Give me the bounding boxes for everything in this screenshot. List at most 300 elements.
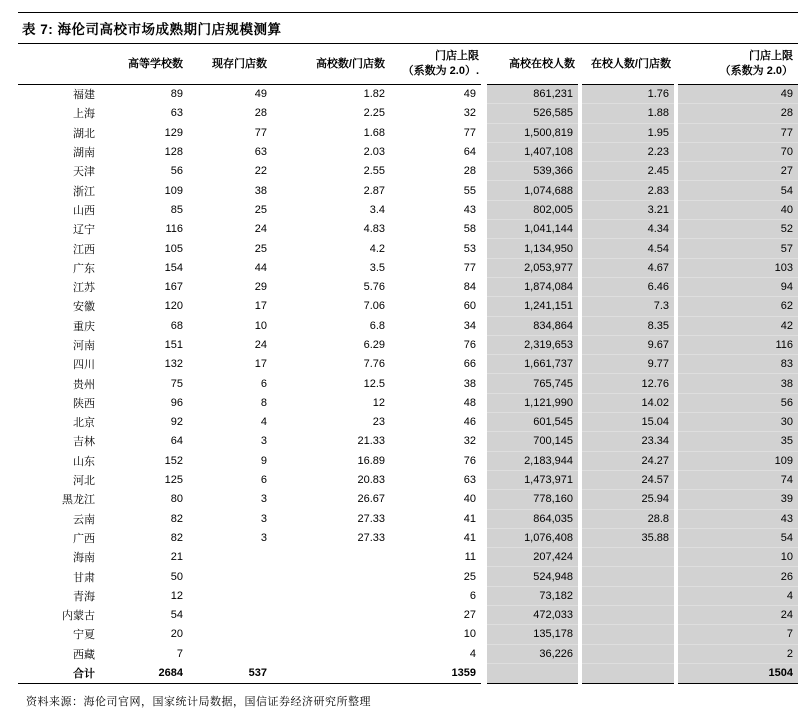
col-header-label: 门店上限 [749, 50, 793, 63]
value-cell: 27 [463, 609, 476, 622]
value-cell: 4 [676, 586, 798, 605]
table-row [18, 258, 798, 277]
value-cell [188, 625, 272, 644]
value-cell: 4.83 [363, 223, 385, 236]
value-cell: 54 [676, 528, 798, 547]
col-header-enrollment [484, 44, 580, 85]
value-cell [580, 625, 676, 644]
col-header-label: 高校数/门店数 [315, 57, 385, 70]
value-cell: 129 [164, 126, 183, 139]
table-title-block [18, 12, 798, 44]
value-cell: 77 [254, 126, 267, 139]
value-cell [272, 625, 390, 644]
value-cell: 3 [260, 531, 267, 544]
value-cell: 64 [463, 146, 476, 159]
value-cell [272, 586, 390, 605]
value-cell: 2 [676, 644, 798, 663]
value-cell: 2.55 [363, 165, 385, 178]
table-row [18, 470, 798, 489]
province-cell: 安徽 [73, 301, 95, 314]
value-cell: 3.21 [580, 200, 676, 219]
table-row [18, 181, 798, 200]
value-cell [188, 586, 272, 605]
value-cell: 36,226 [484, 644, 580, 663]
value-cell: 73,182 [484, 586, 580, 605]
value-cell: 24 [254, 223, 267, 236]
value-cell [188, 567, 272, 586]
value-cell: 2,319,653 [484, 335, 580, 354]
col-header-store-cap-by-enrollment [676, 44, 798, 85]
table-row [18, 586, 798, 605]
col-header-label: 在校人数/门店数 [590, 57, 671, 70]
value-cell: 32 [463, 107, 476, 120]
value-cell: 63 [463, 474, 476, 487]
value-cell: 4 [260, 416, 267, 429]
value-cell: 2,053,977 [484, 258, 580, 277]
province-cell: 上海 [73, 108, 95, 121]
value-cell: 1.82 [363, 88, 385, 101]
table-title: 表 7: 海伦司高校市场成熟期门店规模测算 [22, 22, 282, 37]
value-cell: 152 [164, 454, 183, 467]
value-cell: 44 [254, 261, 267, 274]
total-value-cell: 1504 [676, 663, 798, 683]
value-cell: 7 [676, 625, 798, 644]
col-header-schools-per-store [272, 44, 390, 85]
value-cell: 40 [676, 200, 798, 219]
province-cell: 贵州 [73, 378, 95, 391]
source-note: 资料来源：海伦司官网，国家统计局数据，国信证券经济研究所整理 [26, 695, 371, 708]
value-cell: 74 [676, 470, 798, 489]
value-cell: 27.33 [357, 531, 385, 544]
value-cell: 7.06 [363, 300, 385, 313]
value-cell: 96 [170, 396, 183, 409]
value-cell: 1,473,971 [484, 470, 580, 489]
province-cell: 河南 [73, 340, 95, 352]
value-cell: 26.67 [357, 493, 385, 506]
table-row [18, 374, 798, 393]
col-header-sublabel: （系数为 2.0） [719, 65, 793, 77]
province-cell: 黑龙江 [62, 494, 95, 507]
value-cell: 3 [260, 512, 267, 525]
value-cell [580, 548, 676, 567]
value-cell: 472,033 [484, 606, 580, 625]
value-cell: 6 [469, 589, 476, 602]
value-cell: 83 [676, 355, 798, 374]
province-cell: 山西 [73, 204, 95, 217]
value-cell: 1,134,950 [484, 239, 580, 258]
value-cell: 77 [676, 123, 798, 142]
value-cell: 84 [463, 281, 476, 294]
value-cell: 116 [165, 223, 183, 236]
table-row [18, 490, 798, 509]
value-cell: 9.77 [580, 355, 676, 374]
value-cell: 60 [463, 300, 476, 313]
table-row [18, 355, 798, 374]
col-header-label: 现存门店数 [212, 57, 267, 70]
value-cell: 1.68 [363, 126, 385, 139]
data-table [18, 44, 798, 684]
value-cell: 38 [676, 374, 798, 393]
value-cell: 5.76 [363, 281, 385, 294]
table-row [18, 297, 798, 316]
value-cell [580, 606, 676, 625]
table-section [18, 0, 798, 709]
value-cell: 6 [260, 474, 267, 487]
value-cell: 63 [170, 107, 183, 120]
col-header-store-cap-by-schools [390, 44, 484, 85]
value-cell: 120 [164, 300, 183, 313]
value-cell: 132 [164, 358, 183, 371]
value-cell: 802,005 [484, 200, 580, 219]
value-cell: 6.29 [363, 339, 385, 351]
header-row [18, 44, 798, 85]
value-cell: 21.33 [357, 435, 385, 448]
province-cell: 山东 [73, 455, 95, 468]
value-cell: 77 [463, 261, 476, 274]
value-cell: 207,424 [484, 548, 580, 567]
value-cell: 41 [463, 531, 476, 544]
value-cell: 82 [170, 512, 183, 525]
value-cell: 9.67 [580, 335, 676, 354]
province-cell: 辽宁 [73, 224, 95, 237]
value-cell: 94 [676, 277, 798, 296]
value-cell: 16.89 [357, 454, 385, 467]
value-cell: 7.3 [580, 297, 676, 316]
value-cell: 1,500,819 [484, 123, 580, 142]
col-header-enrollment-per-store [580, 44, 676, 85]
value-cell: 6 [260, 377, 267, 390]
value-cell: 28 [676, 104, 798, 123]
province-cell: 云南 [73, 513, 95, 526]
table-row [18, 393, 798, 412]
province-cell: 江苏 [73, 282, 95, 295]
total-value-cell: 2684 [100, 663, 188, 683]
value-cell: 601,545 [484, 413, 580, 432]
value-cell: 2.45 [580, 162, 676, 181]
value-cell: 24 [254, 339, 267, 351]
value-cell: 109 [164, 184, 183, 197]
table-row [18, 142, 798, 161]
value-cell [188, 548, 272, 567]
table-row [18, 432, 798, 451]
table-row [18, 548, 798, 567]
value-cell: 55 [463, 184, 476, 197]
value-cell: 68 [170, 319, 183, 332]
value-cell: 56 [676, 393, 798, 412]
col-header-label: 高校在校人数 [509, 57, 575, 70]
province-cell: 广东 [73, 262, 95, 275]
value-cell: 70 [676, 142, 798, 161]
value-cell: 85 [170, 203, 183, 216]
value-cell: 17 [254, 358, 267, 371]
table-row [18, 123, 798, 142]
value-cell: 116 [676, 335, 798, 354]
value-cell: 23.34 [580, 432, 676, 451]
value-cell: 1.76 [580, 85, 676, 104]
value-cell [580, 644, 676, 663]
table-row [18, 413, 798, 432]
table-row [18, 162, 798, 181]
value-cell: 14.02 [580, 393, 676, 412]
value-cell: 24.57 [580, 470, 676, 489]
value-cell: 2.03 [363, 146, 385, 159]
province-cell: 吉林 [73, 436, 95, 449]
col-header-existing-stores [188, 44, 272, 85]
value-cell: 7 [176, 647, 183, 660]
value-cell: 57 [676, 239, 798, 258]
value-cell: 3.4 [369, 203, 385, 216]
province-cell: 甘肃 [73, 571, 95, 584]
value-cell: 10 [254, 319, 267, 332]
value-cell: 52 [676, 220, 798, 239]
value-cell: 2.87 [363, 184, 385, 197]
total-label: 合计 [18, 663, 100, 683]
value-cell: 3 [260, 435, 267, 448]
table-row [18, 200, 798, 219]
value-cell: 63 [254, 146, 267, 159]
value-cell: 30 [676, 413, 798, 432]
value-cell: 35.88 [580, 528, 676, 547]
value-cell: 11 [464, 551, 476, 564]
value-cell: 7.76 [363, 358, 385, 371]
value-cell: 539,366 [484, 162, 580, 181]
province-cell: 陕西 [73, 397, 95, 410]
total-value-cell [484, 663, 580, 683]
value-cell: 12.76 [580, 374, 676, 393]
value-cell: 12.5 [363, 377, 385, 390]
value-cell: 56 [170, 165, 183, 178]
value-cell: 15.04 [580, 413, 676, 432]
value-cell: 526,585 [484, 104, 580, 123]
value-cell: 12 [170, 589, 183, 602]
value-cell: 89 [170, 88, 183, 101]
value-cell: 49 [463, 88, 476, 101]
value-cell: 2.23 [580, 142, 676, 161]
value-cell: 28 [463, 165, 476, 178]
value-cell: 42 [676, 316, 798, 335]
value-cell: 1.95 [580, 123, 676, 142]
col-header-sublabel: （系数为 2.0）. [402, 65, 479, 77]
table-row [18, 239, 798, 258]
value-cell: 27.33 [357, 512, 385, 525]
value-cell: 1,121,990 [484, 393, 580, 412]
table-row [18, 277, 798, 296]
province-cell: 海南 [73, 552, 95, 565]
value-cell: 54 [676, 181, 798, 200]
value-cell: 23 [372, 416, 385, 429]
value-cell: 1,661,737 [484, 355, 580, 374]
value-cell: 46 [463, 416, 476, 429]
value-cell: 40 [463, 493, 476, 506]
value-cell: 28.8 [580, 509, 676, 528]
value-cell: 8.35 [580, 316, 676, 335]
value-cell [272, 606, 390, 625]
value-cell: 6.8 [369, 319, 385, 332]
value-cell: 12 [372, 396, 385, 409]
table-row [18, 316, 798, 335]
value-cell: 76 [463, 339, 476, 351]
value-cell: 167 [164, 281, 183, 294]
value-cell: 48 [463, 396, 476, 409]
province-cell: 宁夏 [73, 629, 95, 642]
value-cell: 64 [170, 435, 183, 448]
value-cell: 25 [463, 570, 476, 583]
value-cell: 700,145 [484, 432, 580, 451]
value-cell: 34 [463, 319, 476, 332]
value-cell: 2,183,944 [484, 451, 580, 470]
value-cell: 43 [676, 509, 798, 528]
value-cell: 17 [254, 300, 267, 313]
value-cell: 82 [170, 531, 183, 544]
value-cell: 49 [254, 88, 267, 101]
value-cell: 22 [254, 165, 267, 178]
col-header-province [18, 44, 100, 85]
value-cell: 1,074,688 [484, 181, 580, 200]
value-cell: 25 [254, 203, 267, 216]
province-cell: 青海 [73, 590, 95, 603]
value-cell: 765,745 [484, 374, 580, 393]
value-cell: 75 [170, 377, 183, 390]
value-cell [272, 644, 390, 663]
value-cell [580, 567, 676, 586]
table-row [18, 335, 798, 354]
value-cell: 50 [170, 570, 183, 583]
table-row [18, 567, 798, 586]
value-cell: 24 [676, 606, 798, 625]
province-cell: 重庆 [73, 320, 95, 333]
value-cell: 9 [260, 454, 267, 467]
value-cell: 125 [164, 474, 183, 487]
value-cell: 4.67 [580, 258, 676, 277]
value-cell: 43 [463, 203, 476, 216]
value-cell: 6.46 [580, 277, 676, 296]
table-row [18, 528, 798, 547]
table-row [18, 104, 798, 123]
value-cell: 29 [254, 281, 267, 294]
table-row [18, 644, 798, 663]
province-cell: 浙江 [73, 185, 95, 198]
value-cell: 2.83 [580, 181, 676, 200]
value-cell: 77 [463, 126, 476, 139]
value-cell: 864,035 [484, 509, 580, 528]
value-cell: 92 [170, 416, 183, 429]
province-cell: 北京 [73, 417, 95, 430]
value-cell: 4.34 [580, 220, 676, 239]
province-cell: 内蒙古 [62, 610, 95, 623]
total-row [18, 663, 798, 683]
value-cell: 38 [254, 184, 267, 197]
value-cell: 53 [463, 242, 476, 255]
value-cell: 27 [676, 162, 798, 181]
value-cell: 76 [463, 454, 476, 467]
province-cell: 福建 [73, 89, 95, 102]
province-cell: 河北 [73, 475, 95, 488]
value-cell: 21 [170, 551, 183, 564]
value-cell: 25 [254, 242, 267, 255]
value-cell [188, 606, 272, 625]
value-cell: 524,948 [484, 567, 580, 586]
table-row [18, 509, 798, 528]
value-cell: 128 [164, 146, 183, 159]
table-row [18, 451, 798, 470]
total-value-cell [272, 663, 390, 683]
value-cell: 4.54 [580, 239, 676, 258]
value-cell: 20 [170, 628, 183, 641]
value-cell: 1,241,151 [484, 297, 580, 316]
value-cell: 3.5 [369, 261, 385, 274]
value-cell: 38 [463, 377, 476, 390]
province-cell: 四川 [73, 359, 95, 372]
value-cell: 28 [254, 107, 267, 120]
value-cell: 24.27 [580, 451, 676, 470]
total-value-cell: 537 [188, 663, 272, 683]
value-cell: 66 [463, 358, 476, 371]
province-cell: 西藏 [73, 648, 95, 661]
value-cell: 1,041,144 [484, 220, 580, 239]
value-cell: 151 [164, 339, 183, 351]
value-cell: 154 [164, 261, 183, 274]
province-cell: 湖南 [73, 147, 95, 160]
value-cell: 834,864 [484, 316, 580, 335]
value-cell: 39 [676, 490, 798, 509]
col-header-label: 门店上限 [435, 50, 479, 63]
value-cell [272, 548, 390, 567]
value-cell: 80 [170, 493, 183, 506]
value-cell: 1,076,408 [484, 528, 580, 547]
value-cell: 861,231 [484, 85, 580, 104]
value-cell: 2.25 [363, 107, 385, 120]
value-cell: 135,178 [484, 625, 580, 644]
table-row [18, 85, 798, 104]
value-cell: 4 [469, 647, 476, 660]
value-cell: 1,407,108 [484, 142, 580, 161]
value-cell: 3 [260, 493, 267, 506]
value-cell: 26 [676, 567, 798, 586]
col-header-label: 高等学校数 [128, 57, 183, 70]
value-cell: 1.88 [580, 104, 676, 123]
province-cell: 江西 [73, 243, 95, 256]
value-cell: 49 [676, 85, 798, 104]
value-cell: 58 [463, 223, 476, 236]
province-cell: 湖北 [73, 127, 95, 140]
value-cell: 10 [676, 548, 798, 567]
province-cell: 天津 [73, 166, 95, 179]
value-cell [580, 586, 676, 605]
province-cell: 广西 [73, 532, 95, 545]
value-cell: 54 [170, 609, 183, 622]
value-cell: 778,160 [484, 490, 580, 509]
value-cell [272, 567, 390, 586]
table-row [18, 606, 798, 625]
value-cell: 4.2 [369, 242, 385, 255]
value-cell: 62 [676, 297, 798, 316]
total-value-cell: 1359 [390, 663, 484, 683]
value-cell: 1,874,084 [484, 277, 580, 296]
col-header-schools [100, 44, 188, 85]
value-cell: 105 [164, 242, 183, 255]
table-body [18, 85, 798, 664]
value-cell: 25.94 [580, 490, 676, 509]
value-cell: 10 [463, 628, 476, 641]
value-cell: 8 [260, 396, 267, 409]
value-cell: 32 [463, 435, 476, 448]
value-cell: 20.83 [357, 474, 385, 487]
value-cell: 35 [676, 432, 798, 451]
table-row [18, 220, 798, 239]
value-cell [188, 644, 272, 663]
value-cell: 103 [676, 258, 798, 277]
value-cell: 109 [676, 451, 798, 470]
